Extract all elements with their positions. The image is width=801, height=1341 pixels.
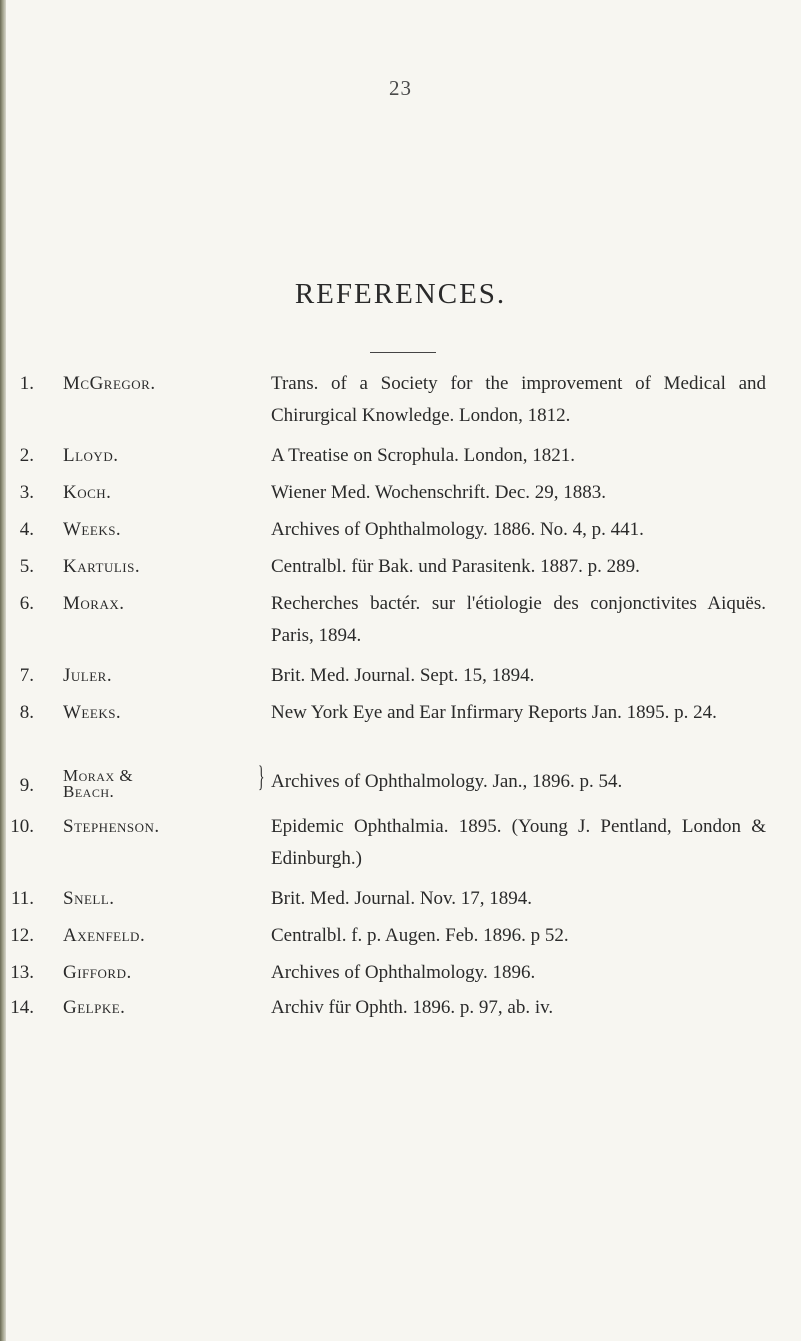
reference-number: 1. [19, 373, 34, 394]
reference-citation: Archiv für Ophth. 1896. p. 97, ab. iv. [271, 997, 554, 1018]
reference-author: Weeks. [63, 519, 122, 540]
reference-citation: Archives of Ophthalmology. 1886. No. 4, p. 441. [271, 519, 644, 540]
reference-number: 10. [10, 816, 34, 837]
reference-citation: Centralbl. für Bak. und Parasitenk. 1887. p. 289. [271, 556, 640, 577]
reference-citation: Archives of Ophthalmology. 1896. [271, 962, 536, 983]
reference-number: 9. [19, 775, 34, 796]
reference-author-line1: Morax & [63, 766, 134, 785]
reference-author: Weeks. [63, 702, 122, 723]
reference-author: Koch. [63, 482, 112, 503]
reference-number: 8. [19, 702, 34, 723]
reference-citation: New York Eye and Ear Infirmary Reports Jan. 1895. p. 24. [271, 702, 717, 723]
reference-author: Morax. [63, 593, 125, 614]
reference-author: Lloyd. [63, 445, 119, 466]
title-rule [370, 352, 436, 353]
reference-author: Axenfeld. [63, 925, 146, 946]
reference-author: Gifford. [63, 962, 132, 983]
reference-author: Stephenson. [63, 816, 160, 837]
reference-citation: Wiener Med. Wochenschrift. Dec. 29, 1883. [271, 482, 607, 503]
reference-number: 14. [10, 997, 34, 1018]
reference-citation: Centralbl. f. p. Augen. Feb. 1896. p 52. [271, 925, 569, 946]
reference-number: 4. [19, 519, 34, 540]
reference-number: 5. [19, 556, 34, 577]
reference-citation: Brit. Med. Journal. Nov. 17, 1894. [271, 888, 533, 909]
reference-citation: Epidemic Ophthalmia. 1895. (Young J. Pentland, London & Edinburgh.) [271, 816, 766, 869]
grouping-brace: } [258, 760, 265, 793]
reference-number: 11. [10, 888, 34, 909]
reference-number: 13. [10, 962, 34, 983]
reference-citation: Brit. Med. Journal. Sept. 15, 1894. [271, 665, 535, 686]
reference-number: 12. [10, 925, 34, 946]
reference-author: Gelpke. [63, 997, 126, 1018]
reference-citation: Trans. of a Society for the improvement of Medical and Chirurgical Knowledge. London, 1812. [271, 373, 766, 426]
page-number: 23 [389, 76, 412, 100]
reference-author: Juler. [63, 665, 113, 686]
reference-citation: Archives of Ophthalmology. Jan., 1896. p. 54. [271, 771, 623, 792]
page-title: REFERENCES. [294, 278, 507, 310]
reference-number: 3. [19, 482, 34, 503]
reference-number: 7. [19, 665, 34, 686]
reference-author: Kartulis. [63, 556, 141, 577]
reference-author-line2: Beach. [63, 782, 115, 801]
reference-citation: A Treatise on Scrophula. London, 1821. [271, 445, 575, 466]
reference-number: 6. [19, 593, 34, 614]
reference-citation: Recherches bactér. sur l'étiologie des conjonctivites Aiquës. Paris, 1894. [271, 593, 766, 646]
reference-number: 2. [19, 445, 34, 466]
reference-author: McGregor. [63, 373, 156, 394]
reference-author: Snell. [63, 888, 115, 909]
